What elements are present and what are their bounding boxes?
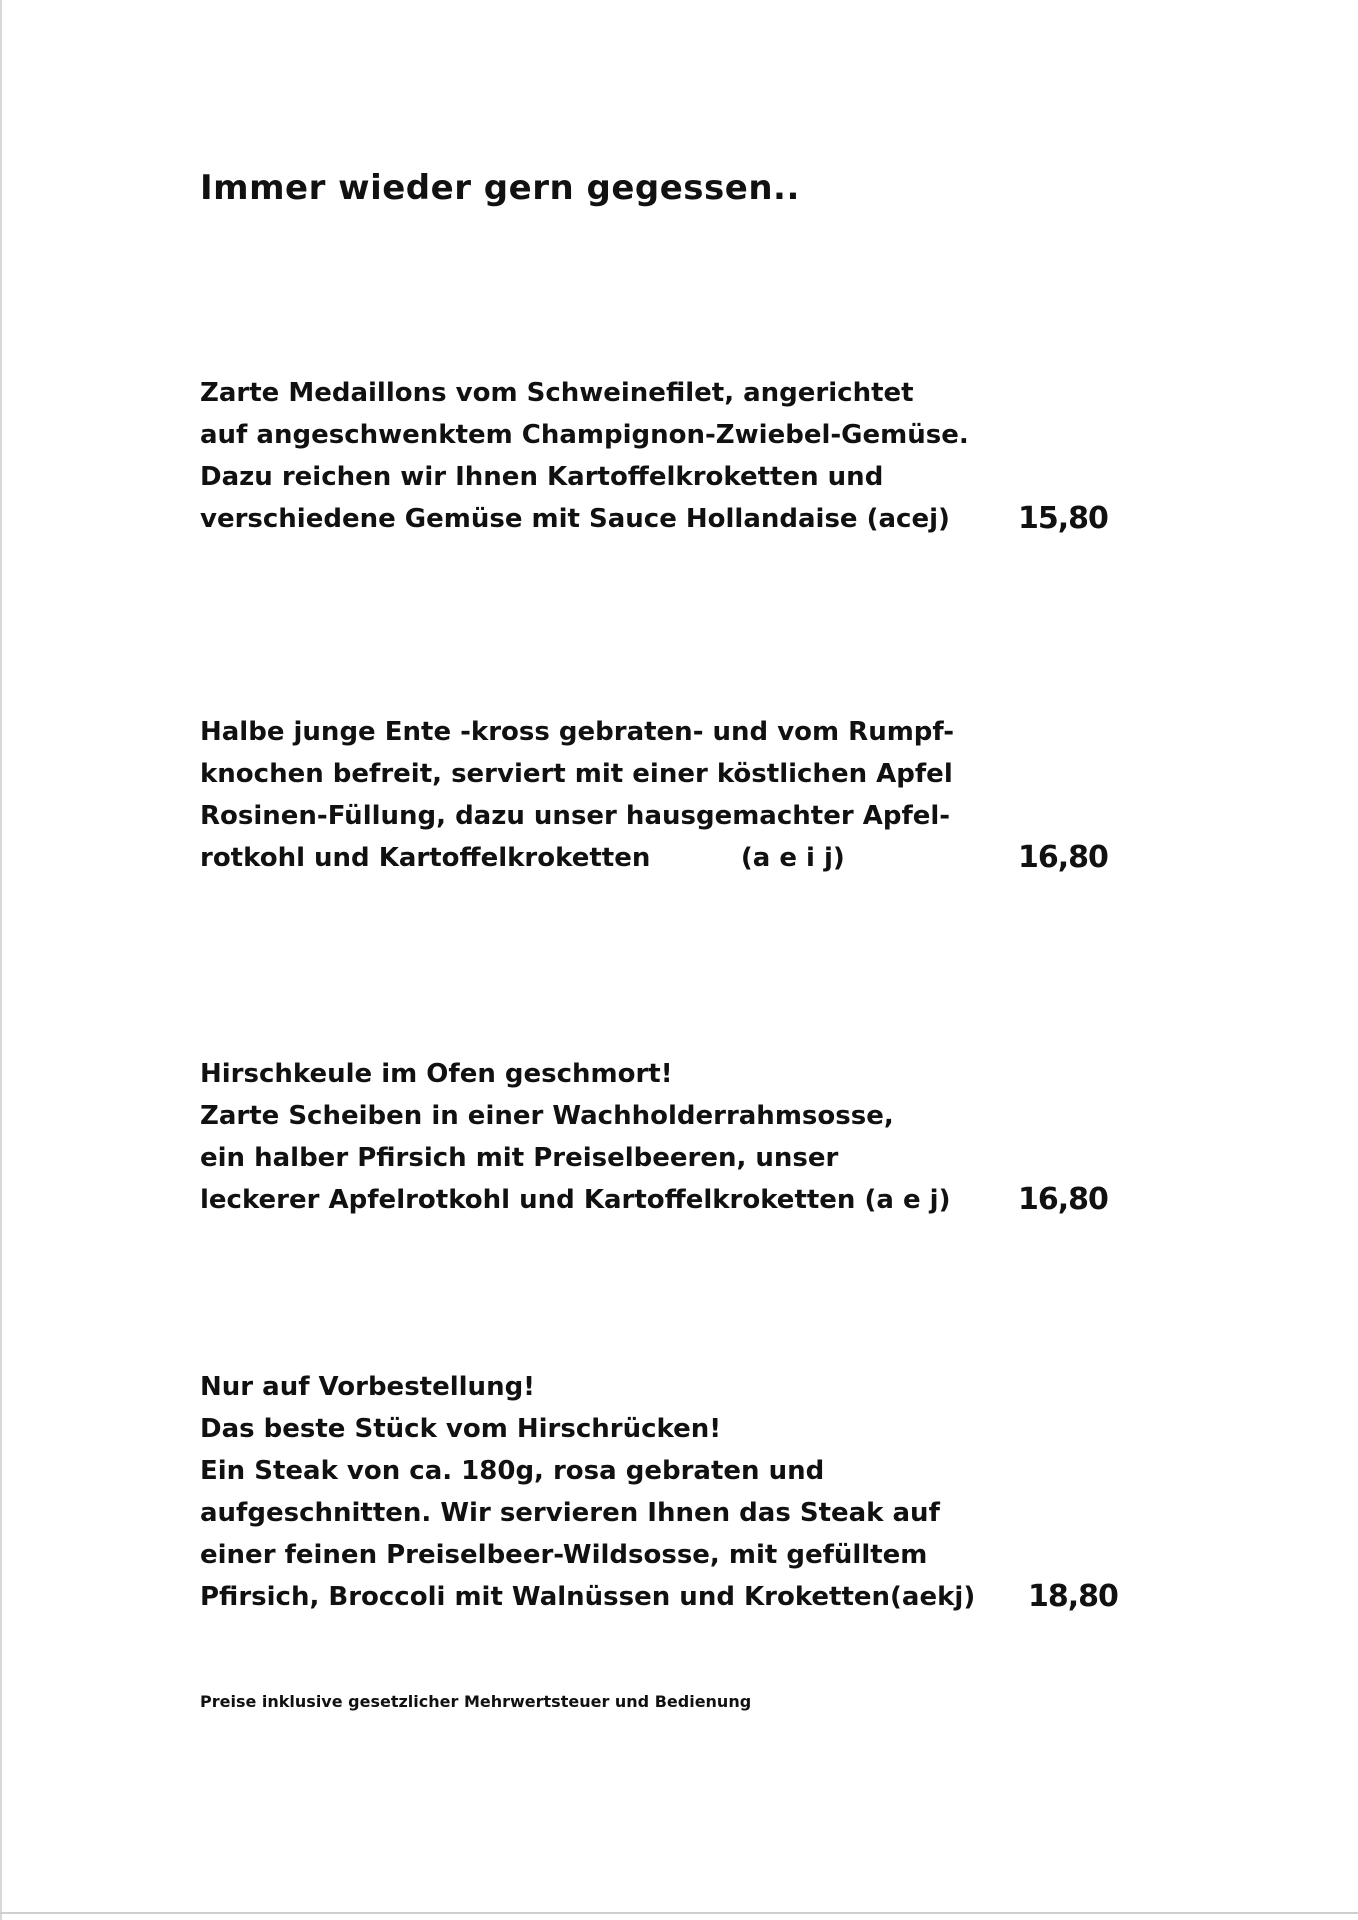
dish-line: aufgeschnitten. Wir servieren Ihnen das Steak auf [200,1498,940,1528]
dish-line: Halbe junge Ente -kross gebraten- und vom Rumpf- [200,717,955,747]
dish-price: 16,80 [1018,1182,1108,1217]
price-footnote: Preise inklusive gesetzlicher Mehrwertsteuer und Bedienung [200,1692,752,1711]
dish-line: knochen befreit, serviert mit einer köstlichen Apfel [200,759,953,789]
dish-line-text: verschiedene Gemüse mit Sauce Hollandaise (acej) [200,504,950,534]
dish-line-text: Pfirsich, Broccoli mit Walnüssen und Kroketten(aekj) [200,1582,976,1612]
dish-pork-medallions [200,372,1140,540]
dish-line: Ein Steak von ca. 180g, rosa gebraten und [200,1456,825,1486]
dish-line-last [200,498,1140,540]
dish-line-last [200,1576,1140,1618]
dish-line-text: leckerer Apfelrotkohl und Kartoffelkroketten (a e j) [200,1185,951,1215]
dish-line: Hirschkeule im Ofen geschmort! [200,1059,673,1089]
dish-price: 18,80 [1028,1579,1118,1614]
dish-line: ein halber Pfirsich mit Preiselbeeren, unser [200,1143,839,1173]
dish-line-text: rotkohl und Kartoffelkroketten (a e i j) [200,843,845,873]
dish-line: Zarte Scheiben in einer Wachholderrahmsosse, [200,1101,894,1131]
dish-line-last [200,1179,1140,1221]
dish-line: Dazu reichen wir Ihnen Kartoffelkroketten und [200,462,884,492]
dish-line: Zarte Medaillons vom Schweinefilet, angerichtet [200,378,914,408]
dish-line-last [200,837,1140,879]
dish-line: einer feinen Preiselbeer-Wildsosse, mit gefülltem [200,1540,928,1570]
dish-line: Nur auf Vorbestellung! [200,1372,536,1402]
dish-price: 15,80 [1018,501,1108,536]
dish-venison-steak [200,1366,1140,1618]
menu-title: Immer wieder gern gegessen.. [200,168,800,208]
dish-venison-leg [200,1053,1140,1221]
dish-half-duck [200,711,1140,879]
scan-edge-bottom [0,1912,1358,1914]
dish-line: Rosinen-Füllung, dazu unser hausgemachter Apfel- [200,801,951,831]
scan-edge-left [0,0,2,1920]
dish-line: auf angeschwenktem Champignon-Zwiebel-Gemüse. [200,420,969,450]
dish-price: 16,80 [1018,840,1108,875]
dish-line: Das beste Stück vom Hirschrücken! [200,1414,722,1444]
